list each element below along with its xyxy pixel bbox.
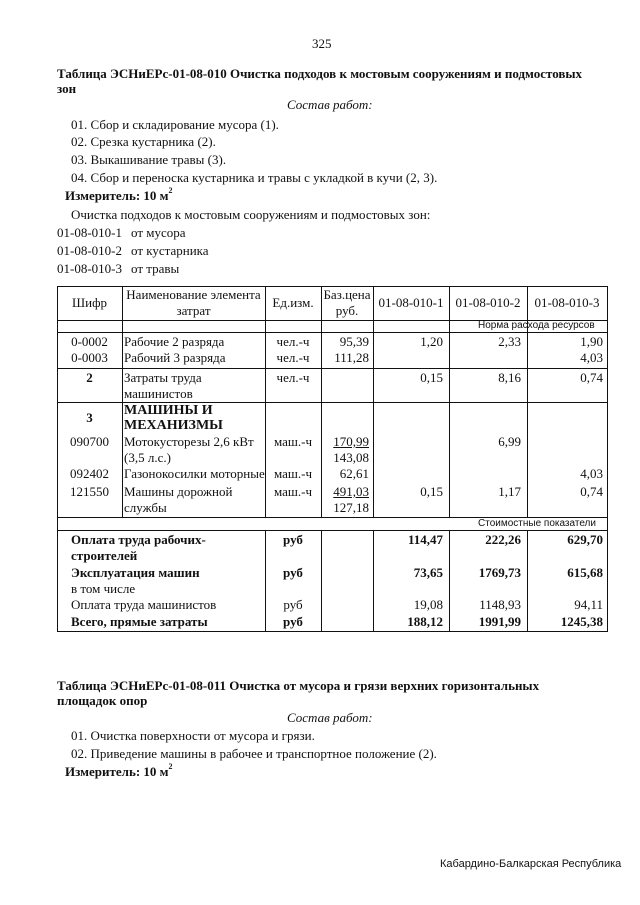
row-price: 95,39 [339,334,369,349]
row-divider [57,530,608,531]
cost-unit: руб [283,614,303,629]
cost-value: 629,70 [567,532,603,547]
table-border-bottom [57,631,608,632]
row-unit: чел.-ч [276,350,310,365]
cost-note: в том числе [71,581,136,596]
row-name: Машины дорожной [124,484,233,499]
row-unit: чел.-ч [276,370,310,385]
variant-text: от мусора [131,225,186,240]
row-value: 8,16 [498,370,521,385]
cost-value: 94,11 [574,597,603,612]
cost-unit: руб [283,532,303,547]
cost-name: Оплата труда машинистов [71,597,217,612]
page-number: 325 [312,36,332,51]
row-divider [57,332,608,333]
cost-name: Эксплуатация машин [71,565,200,580]
table1-work-item: 01. Сбор и складирование мусора (1). [71,117,279,132]
row-unit: маш.-ч [273,466,313,481]
table1-work-item: 04. Сбор и переноска кустарника и травы с укладкой в кучи (2, 3). [71,170,438,185]
row-unit: чел.-ч [276,334,310,349]
row-unit: маш.-ч [273,434,313,449]
table1-work-item: 03. Выкашивание травы (3). [71,152,227,167]
cost-name: Оплата труда рабочих- [71,532,206,547]
variant-code: 01-08-010-3 [57,261,122,276]
row-price-secondary: 143,08 [333,450,369,465]
cost-value: 73,65 [413,565,443,580]
row-price-secondary: 127,18 [333,500,369,515]
row-value: 1,17 [498,484,521,499]
cost-unit: руб [283,597,303,612]
row-value: 4,03 [580,466,603,481]
cost-value: 1769,73 [478,565,521,580]
row-value: 0,15 [420,484,443,499]
header-price: Баз.цена [323,287,371,302]
row-name: МАШИНЫ И [124,403,213,418]
row-price: 111,28 [334,350,369,365]
row-value: 0,74 [580,370,603,385]
row-name: МЕХАНИЗМЫ [124,418,223,433]
row-divider [57,368,608,369]
row-value: 6,99 [498,434,521,449]
table1-intro: Очистка подходов к мостовым сооружениям и подмостовых зон: [71,207,431,222]
table1-work-item: 02. Срезка кустарника (2). [71,134,216,149]
row-value: 0,74 [580,484,603,499]
header-name: затрат [176,303,211,318]
variant-code: 01-08-010-2 [57,243,122,258]
row-code: 2 [86,370,93,385]
header-unit: Ед.изм. [272,295,314,310]
row-price: 491,03 [333,484,369,499]
row-value: 4,03 [580,350,603,365]
row-name: Затраты труда [124,370,202,385]
cost-value: 1991,99 [478,614,521,629]
cost-value: 615,68 [567,565,603,580]
table2-work-item: 01. Очистка поверхности от мусора и грязи. [71,728,315,743]
variant-text: от кустарника [131,243,209,258]
row-unit: маш.-ч [273,484,313,499]
row-code: 092402 [70,466,109,481]
row-name: (3,5 л.с.) [124,450,171,465]
header-col3: 01-08-010-3 [534,295,600,310]
resource-table [57,286,608,632]
header-price: руб. [335,303,359,318]
row-value: 2,33 [498,334,521,349]
row-code: 0-0003 [71,350,108,365]
row-name: службы [124,500,167,515]
row-value: 1,90 [580,334,603,349]
row-price: 170,99 [333,434,369,449]
header-col2: 01-08-010-2 [455,295,521,310]
table1-works-heading: Состав работ: [287,97,373,112]
variant-code: 01-08-010-1 [57,225,122,240]
table1-meter: Измеритель: 10 $м^2$ [65,186,173,203]
cost-total-name: Всего, прямые затраты [71,614,208,629]
table2-work-item: 02. Приведение машины в рабочее и транспортное положение (2). [71,746,437,761]
table1-title-line2: зон [57,81,77,96]
row-name: машинистов [124,386,193,401]
row-name: Рабочий 3 разряда [124,350,226,365]
variant-text: от травы [131,261,180,276]
cost-value: 19,08 [413,597,443,612]
table2-title-line1: Таблица ЭСНиЕРс-01-08-011 Очистка от мусора и грязи верхних горизонтальных [57,678,540,693]
col-divider [321,530,322,632]
cost-value: 188,12 [407,614,443,629]
row-code: 121550 [70,484,109,499]
header-name: Наименование элемента [126,287,261,302]
norm-label: Норма расхода ресурсов [478,320,595,331]
header-code: Шифр [72,295,107,310]
row-name: Газонокосилки моторные [124,466,265,481]
table2-works-heading: Состав работ: [287,710,373,725]
row-code: 3 [86,410,93,425]
cost-unit: руб [283,565,303,580]
table1-title-line1: Таблица ЭСНиЕРс-01-08-010 Очистка подходов к мостовым сооружениям и подмостовых [57,66,583,81]
header-col1: 01-08-010-1 [378,295,444,310]
row-code: 090700 [70,434,109,449]
cost-value: 1148,93 [479,597,521,612]
table2-meter: Измеритель: 10 $м^2$ [65,762,173,779]
row-price: 62,61 [339,466,369,481]
cost-value: 1245,38 [560,614,603,629]
cost-name: строителей [71,548,138,563]
footer-region: Кабардино-Балкарская Республика [440,858,622,870]
cost-value: 222,26 [485,532,521,547]
cost-value: 114,47 [407,532,443,547]
row-name: Рабочие 2 разряда [124,334,225,349]
col-divider [122,332,123,517]
table2-title-line2: площадок опор [57,693,148,708]
row-value: 0,15 [420,370,443,385]
row-code: 0-0002 [71,334,108,349]
row-value: 1,20 [420,334,443,349]
table-border-right [607,286,608,632]
row-name: Мотокусторезы 2,6 кВт [124,434,254,449]
cost-label: Стоимостные показатели [478,518,596,529]
